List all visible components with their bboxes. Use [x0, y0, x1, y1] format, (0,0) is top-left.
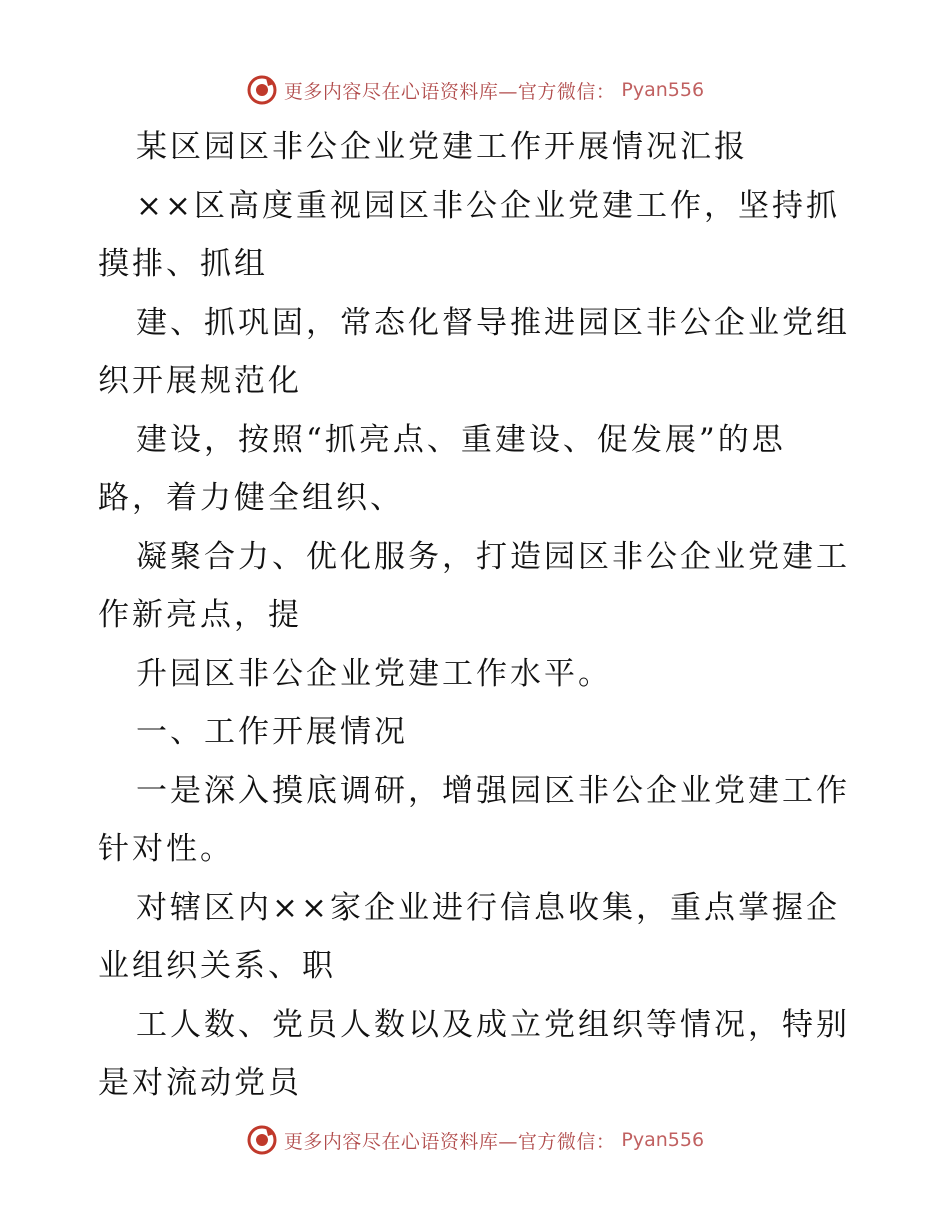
text-line: 工人数、党员人数以及成立党组织等情况，特别 — [136, 1006, 850, 1043]
text-line: 建、抓巩固，常态化督导推进园区非公企业党组 — [136, 304, 850, 341]
banner-contact: Pyan556 — [621, 79, 705, 101]
text-line: 凝聚合力、优化服务，打造园区非公企业党建工 — [136, 538, 850, 575]
text-line: 一是深入摸底调研，增强园区非公企业党建工作 — [136, 772, 850, 809]
footer-watermark-banner — [0, 1122, 950, 1158]
text-line: ××区高度重视园区非公企业党建工作，坚持抓 — [136, 187, 840, 224]
text-line: 建设，按照“抓亮点、重建设、促发展”的思 — [136, 421, 786, 458]
banner-contact: Pyan556 — [621, 1129, 705, 1151]
text-line: 作新亮点，提 — [98, 597, 302, 633]
text-line: 对辖区内××家企业进行信息收集，重点掌握企 — [136, 889, 840, 926]
text-line: 升园区非公企业党建工作水平。 — [136, 655, 612, 692]
text-line: 织开展规范化 — [98, 363, 302, 399]
text-line: 摸排、抓组 — [98, 246, 268, 282]
text-line: 路，着力健全组织、 — [98, 480, 404, 516]
banner-text: 更多内容尽在心语资料库—官方微信： — [283, 80, 616, 103]
logo-icon — [246, 74, 278, 106]
text-line: 业组织关系、职 — [98, 948, 336, 984]
logo-icon — [246, 1124, 278, 1156]
banner-text: 更多内容尽在心语资料库—官方微信： — [283, 1130, 616, 1153]
document-title: 某区园区非公企业党建工作开展情况汇报 — [136, 129, 748, 165]
text-line: 是对流动党员 — [98, 1065, 302, 1101]
header-watermark-banner — [0, 72, 950, 108]
text-line: 针对性。 — [98, 831, 234, 867]
text-line: 一、工作开展情况 — [136, 714, 408, 750]
document-body — [98, 118, 858, 1113]
